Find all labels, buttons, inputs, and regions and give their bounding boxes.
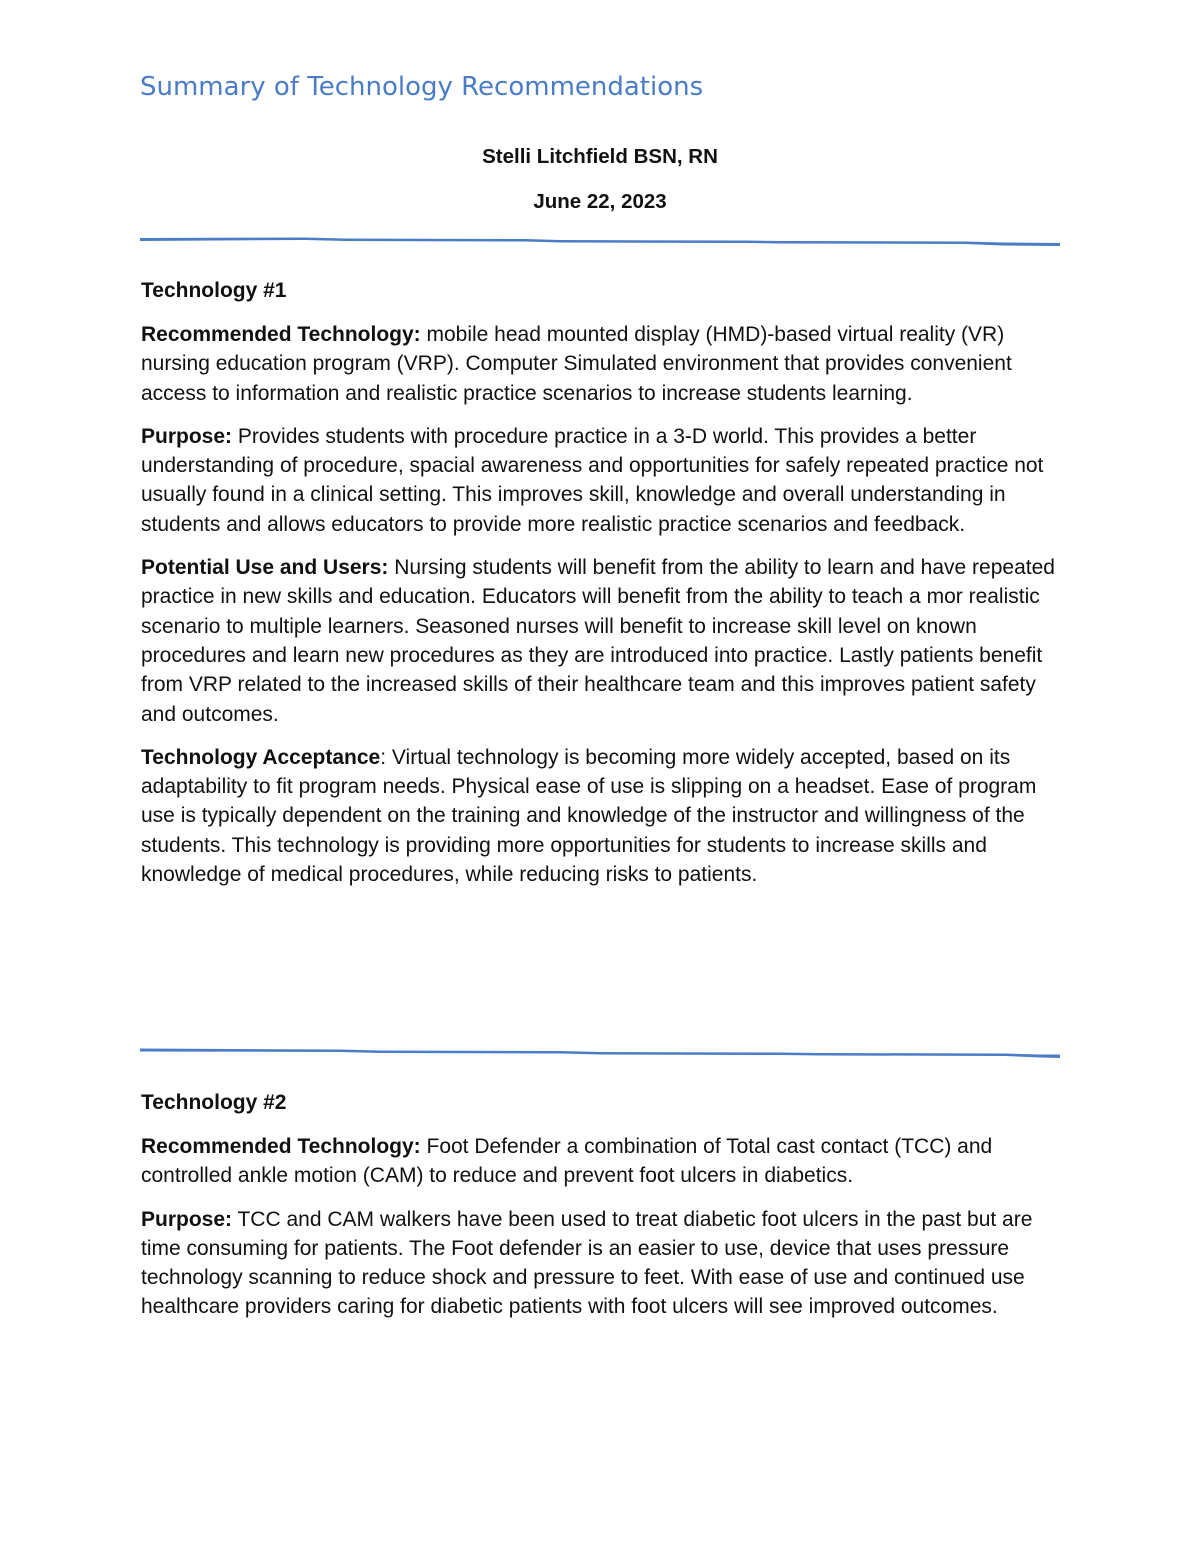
paragraph-text: Nursing students will benefit from the ability to learn and have repeated practice in new skills and education. Educators will benefit from the ability to teach a mor realistic scenario to multiple learners. Seasoned nurses will benefit to increase skill level on known procedures and learn new procedures as they are introduced into practice. Lastly patients benefit from VRP related to the increased skills of their healthcare team and this improves patient safety and outcomes. xyxy=(141,556,1055,726)
technology-acceptance-paragraph xyxy=(141,743,1071,889)
paragraph-text: mobile head mounted display (HMD)-based virtual reality (VR) nursing education program (VRP). Computer Simulated environment that provides convenient access to information and realistic practice scenarios to increase students learning. xyxy=(141,323,1012,405)
recommended-technology-paragraph xyxy=(141,1132,1071,1191)
section-heading: Technology #2 xyxy=(141,1091,287,1114)
recommended-technology-paragraph xyxy=(141,320,1071,408)
paragraph-text: : Virtual technology is becoming more widely accepted, based on its adaptability to fit program needs. Physical ease of use is slipping on a headset. Ease of program use is typically dependent on the training and knowledge of the instructor and willingness of the students. This technology is providing more opportunities for students to increase skills and knowledge of medical procedures, while reducing risks to patients. xyxy=(141,745,1037,887)
section-heading: Technology #1 xyxy=(141,279,287,302)
paragraph-label: Potential Use and Users: xyxy=(141,556,389,580)
paragraph-label: Recommended Technology: xyxy=(141,323,421,346)
technology-section-2 xyxy=(141,1088,1071,1336)
purpose-paragraph xyxy=(141,1205,1071,1322)
paragraph-label: Technology Acceptance xyxy=(141,745,381,769)
paragraph-label: Recommended Technology: xyxy=(141,1135,421,1158)
document-title: Summary of Technology Recommendations xyxy=(140,72,704,102)
paragraph-text: Foot Defender a combination of Total cast contact (TCC) and controlled ankle motion (CAM) to reduce and prevent foot ulcers in diabetics. xyxy=(141,1135,993,1188)
author-line: Stelli Litchfield BSN, RN xyxy=(482,145,718,168)
potential-use-paragraph xyxy=(141,553,1071,729)
paragraph-label: Purpose: xyxy=(141,424,233,448)
section-divider xyxy=(140,234,1060,246)
paragraph-label: Purpose: xyxy=(141,1207,233,1231)
paragraph-text: TCC and CAM walkers have been used to treat diabetic foot ulcers in the past but are time consuming for patients. The Foot defender is an easier to use, device that uses pressure technology scanning to reduce shock and pressure to feet. With ease of use and continued use healthcare providers caring for diabetic patients with foot ulcers will see improved outcomes. xyxy=(141,1207,1033,1319)
section-divider xyxy=(140,1046,1060,1058)
paragraph-text: Provides students with procedure practice in a 3-D world. This provides a better understanding of procedure, spacial awareness and opportunities for safely repeated practice not usually found in a clinical setting. This improves skill, knowledge and overall understanding in students and allows educators to provide more realistic practice scenarios and feedback. xyxy=(141,424,1044,536)
technology-section-1 xyxy=(141,276,1071,903)
date-line: June 22, 2023 xyxy=(533,190,667,213)
purpose-paragraph xyxy=(141,422,1071,539)
